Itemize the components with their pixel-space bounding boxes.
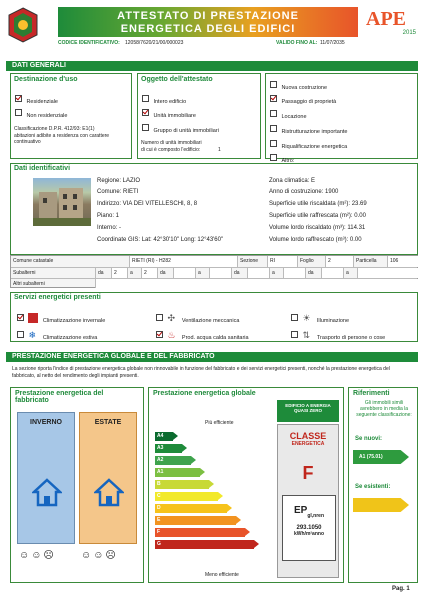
gruppo-unita-label: Gruppo di unità immobiliari: [153, 128, 219, 134]
subalterni-empty-3: [247, 268, 269, 278]
passaggio-proprieta-label: Passaggio di proprietà: [281, 99, 337, 105]
intero-edificio-label: Intero edificio: [153, 99, 187, 105]
volume-raffrescato: Volume lordo raffrescato (m³): 0.00: [269, 237, 362, 243]
ape-logo: [366, 8, 416, 46]
classe-sub: ENERGETICA: [291, 441, 325, 447]
servizio-acqua[interactable]: [156, 326, 249, 344]
subalterni-a-value: 2: [141, 268, 157, 278]
passaggio-proprieta-checkbox[interactable]: [270, 95, 277, 102]
servizio-clima-inv[interactable]: [17, 309, 105, 327]
globale-title: Prestazione energetica globale: [153, 390, 256, 397]
energy-class-bar-b: B: [155, 480, 209, 489]
subalterni-empty-2: [209, 268, 231, 278]
subalterni-da-label-3: da: [231, 268, 247, 278]
numero-unita-text-2: di cui è composto l'edificio:: [141, 147, 201, 153]
interno: Interno: -: [97, 225, 122, 231]
subalterni-label: Subalterni: [13, 270, 36, 276]
meno-efficiente-label: Meno efficiente: [205, 572, 239, 578]
energy-class-bar-e: E: [155, 516, 236, 525]
elevator-icon: ⇅: [302, 329, 310, 340]
regione: Regione: LAZIO: [97, 178, 141, 184]
clima-inv-label: Climatizzazione invernale: [42, 318, 106, 324]
ep-box: [282, 495, 336, 561]
catasto-row-3: [11, 278, 417, 288]
piu-efficiente-label: Più efficiente: [205, 420, 234, 426]
fabbricato-title: Prestazione energetica del fabbricato: [15, 390, 104, 404]
altri-subalterni-label: Altri subalterni: [13, 281, 45, 287]
sezione-label: Sezione: [237, 256, 267, 267]
energy-class-bar-a4: A4: [155, 432, 173, 441]
motivazione-box: [265, 73, 418, 164]
se-esistenti-arrow: [353, 498, 409, 512]
se-nuovi-label: Se nuovi:: [355, 436, 383, 442]
illuminazione-label: Illuminazione: [316, 318, 350, 324]
subalterni-a-label-4: a: [343, 268, 357, 278]
servizio-trasporto[interactable]: [291, 326, 385, 344]
intero-edificio-checkbox[interactable]: [142, 95, 149, 102]
servizi-box: [10, 292, 418, 342]
comune-catastale-value: RIETI (RI) - H282: [129, 256, 237, 267]
subalterni-a-label: a: [127, 268, 141, 278]
ventilazione-checkbox[interactable]: [156, 314, 163, 321]
sezione-value: RI: [267, 256, 297, 267]
inverno-panel: [17, 412, 75, 544]
riferimenti-box: [348, 387, 418, 583]
subalterni-da-label-2: da: [157, 268, 173, 278]
estate-panel: [79, 412, 137, 544]
fan-icon: ✣: [167, 312, 175, 323]
catasto-row-1: [11, 256, 417, 267]
classe-value: F: [302, 463, 314, 483]
nzeb-badge: EDIFICIO A ENERGIA QUASI ZERO: [277, 400, 339, 422]
classe-title: CLASSE: [289, 431, 327, 441]
numero-unita-value: 1: [218, 147, 221, 153]
energy-class-bar-d: D: [155, 504, 227, 513]
classificazione-text: Classificazione D.P.R. 412/93: E1(1): [14, 126, 95, 132]
locazione-label: Locazione: [281, 114, 307, 120]
energy-class-bar-a3: A3: [155, 444, 182, 453]
radiator-icon: [28, 313, 38, 323]
riqualificazione-checkbox[interactable]: [270, 140, 277, 147]
clima-est-label: Climatizzazione estiva: [42, 335, 98, 341]
foglio-label: Foglio: [297, 256, 325, 267]
classe-panel: [277, 424, 339, 578]
ep-sub: gl,nren: [307, 513, 324, 520]
non-residenziale-option[interactable]: [15, 104, 67, 122]
snowflake-icon: ❄: [28, 329, 36, 340]
ep-value: 293.1050: [296, 525, 322, 532]
subalterni-da-label-4: da: [305, 268, 321, 278]
clima-est-checkbox[interactable]: [17, 331, 24, 338]
catasto-table: [10, 255, 418, 288]
ristrutturazione-label: Ristrutturazione importante: [281, 129, 348, 135]
se-esistenti-label: Se esistenti:: [355, 484, 391, 490]
lightbulb-icon: ☀: [302, 312, 311, 323]
oggetto-title: Oggetto dell'attestato: [141, 76, 213, 83]
house-winter-icon: [32, 477, 62, 507]
servizio-ventilazione[interactable]: [156, 309, 239, 327]
globale-box: [148, 387, 344, 583]
illuminazione-checkbox[interactable]: [291, 314, 298, 321]
energy-class-bar-f: F: [155, 528, 245, 537]
riqualificazione-label: Riqualificazione energetica: [281, 144, 348, 150]
subalterni-empty-5: [321, 268, 343, 278]
comune: Comune: RIETI: [97, 189, 139, 195]
oggetto-box: [137, 73, 261, 159]
particella-label: Particella: [353, 256, 387, 267]
residenziale-label: Residenziale: [26, 99, 58, 105]
locazione-checkbox[interactable]: [270, 110, 277, 117]
code-value: 12058/7620/21/00/000023: [125, 40, 184, 46]
region-emblem: [6, 6, 40, 44]
trasporto-checkbox[interactable]: [291, 331, 298, 338]
zona-climatica: Zona climatica: E: [269, 178, 316, 184]
ape-logo-text: APE: [366, 8, 406, 30]
altro-checkbox[interactable]: [270, 154, 277, 161]
coordinate-gis: Coordinate GIS: Lat: 42°30'10" Long: 12°43'60": [97, 237, 224, 243]
altro-label: Altro:: [281, 158, 295, 164]
subalterni-empty-1: [173, 268, 195, 278]
classificazione-note: abitazioni adibite a residenza con carattere continuativo: [14, 133, 110, 145]
acqua-label: Prod. acqua calda sanitaria: [181, 335, 249, 341]
acqua-checkbox[interactable]: [156, 331, 163, 338]
trasporto-label: Trasporto di persone o cose: [316, 335, 386, 341]
superficie-riscaldata: Superficie utile riscaldata (m²): 23.69: [269, 201, 367, 207]
section-dati-generali: DATI GENERALI: [6, 61, 418, 71]
identificativi-title: Dati identificativi: [14, 165, 71, 172]
unita-immobiliare-checkbox[interactable]: [142, 109, 149, 116]
nuova-costruzione-label: Nuova costruzione: [281, 85, 328, 91]
identificativi-box: [10, 163, 418, 255]
fabbricato-box: [10, 387, 144, 583]
non-residenziale-label: Non residenziale: [26, 113, 68, 119]
subalterni-da-label: da: [95, 268, 111, 278]
subalterni-empty-6: [357, 268, 418, 278]
servizio-clima-est[interactable]: [17, 326, 97, 344]
anno-costruzione: Anno di costruzione: 1900: [269, 189, 339, 195]
catasto-row-2: [11, 267, 417, 278]
validity-value: 11/07/2035: [320, 40, 345, 46]
prestazione-intro: La sezione riporta l'indice di prestazione energetica globale non rinnovabile in funzione del fabbricato e dei servizi energetici presenti, nonché la prestazione energetica del fabbricato, al netto del rendimento degli impianti presenti.: [12, 366, 390, 379]
estate-label: ESTATE: [94, 419, 122, 426]
nuova-costruzione-checkbox[interactable]: [270, 81, 277, 88]
ep-label: EP: [293, 505, 308, 516]
water-tap-icon: ♨: [167, 329, 176, 340]
destinazione-box: [10, 73, 132, 159]
smiley-row-estate: ☺☺☹: [81, 550, 118, 561]
riferimenti-text: Gli immobili simili avrebbero in media la seguente classificazione:: [356, 400, 412, 418]
ventilazione-label: Ventilazione meccanica: [181, 318, 240, 324]
servizio-illuminazione[interactable]: [291, 309, 349, 327]
title-line-2: ENERGETICA DEGLI EDIFICI: [120, 23, 296, 35]
energy-class-bar-a2: A2: [155, 456, 191, 465]
unita-immobiliare-label: Unità immobiliare: [153, 113, 196, 119]
superficie-raffrescata: Superficie utile raffrescata (m²): 0.00: [269, 213, 366, 219]
smiley-row-inverno: ☺☺☹: [19, 550, 56, 561]
house-summer-icon: [94, 477, 124, 507]
riferimenti-title: Riferimenti: [353, 390, 390, 397]
energy-class-scale: [155, 432, 275, 552]
clima-inv-checkbox[interactable]: [17, 314, 24, 321]
servizi-title: Servizi energetici presenti: [14, 294, 101, 301]
subalterni-a-label-3: a: [269, 268, 283, 278]
destinazione-title: Destinazione d'uso: [14, 76, 78, 83]
piano: Piano: 1: [97, 213, 120, 219]
ristrutturazione-checkbox[interactable]: [270, 125, 277, 132]
indirizzo: Indirizzo: VIA DEI VITELLESCHI, 8, 8: [97, 201, 198, 207]
subalterni-empty-4: [283, 268, 305, 278]
residenziale-checkbox[interactable]: [15, 95, 22, 102]
title-line-1: ATTESTATO DI PRESTAZIONE: [117, 10, 299, 22]
energy-class-bar-a1: A1: [155, 468, 200, 477]
se-nuovi-value: A1 (75.01): [359, 454, 383, 460]
numero-unita-text: Numero di unità immobiliari: [141, 140, 202, 146]
foglio-value: 2: [325, 256, 353, 267]
gruppo-unita-option[interactable]: [142, 119, 219, 137]
ape-logo-year: 2015: [402, 30, 416, 36]
subalterni-da-value: 2: [111, 268, 127, 278]
building-photo: [33, 178, 91, 226]
volume-riscaldato: Volume lordo riscaldato (m³): 114.31: [269, 225, 366, 231]
comune-catastale-label: Comune catastale: [13, 258, 54, 264]
gruppo-unita-checkbox[interactable]: [142, 124, 149, 131]
non-residenziale-checkbox[interactable]: [15, 109, 22, 116]
code-label: CODICE IDENTIFICATIVO:: [58, 40, 120, 46]
particella-value: 106: [387, 256, 418, 267]
energy-class-bar-g: G: [155, 540, 254, 549]
section-prestazione: PRESTAZIONE ENERGETICA GLOBALE E DEL FABBRICATO: [6, 352, 418, 362]
altri-subalterni-value: [95, 279, 418, 288]
page-number: Pag. 1: [392, 586, 410, 592]
inverno-label: INVERNO: [30, 419, 62, 426]
subalterni-a-label-2: a: [195, 268, 209, 278]
ep-unit: kWh/m²anno: [294, 531, 324, 538]
validity-label: VALIDO FINO AL:: [276, 40, 318, 46]
energy-class-bar-c: C: [155, 492, 218, 501]
